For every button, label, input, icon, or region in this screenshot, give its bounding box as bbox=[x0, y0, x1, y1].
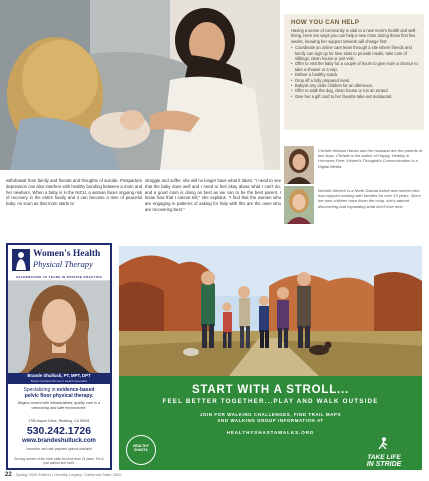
healthy-shasta-badge-icon bbox=[126, 435, 156, 465]
sidebar-list-item: • Offer to visit the baby for a couple of hours to give mom a chance to take a shower or a nap. bbox=[291, 61, 418, 72]
author-bio-text-1: Christie Watson Hanks and her husband are the parents of two boys. Christie is the author of Happy, Healthy & Hormone-Free: Kristen's Thoughtful Communication is a Digital Media. bbox=[318, 148, 423, 169]
hero-illustration bbox=[0, 0, 280, 170]
ad-brand bbox=[33, 249, 109, 269]
ad-tagline: CELEBRATING 15 YEARS IN PRIVATE PRACTICE bbox=[15, 275, 103, 279]
author-photo-2 bbox=[284, 186, 314, 224]
page-number: 22 bbox=[5, 472, 12, 478]
footer-text: Spring 2020 Edition • Healthy Legacy: California State 2020 bbox=[15, 472, 122, 477]
author-portrait-icon bbox=[284, 186, 314, 224]
ad-url-link[interactable]: HEALTHYSHASTAWALKS.ORG bbox=[226, 430, 315, 435]
ad-specialty-2: evidence-based bbox=[56, 387, 95, 393]
author-bio-2 bbox=[284, 186, 424, 226]
sidebar-list-item: • Drop off a fully prepared meal. bbox=[291, 78, 418, 83]
author-bio-1 bbox=[284, 146, 424, 186]
ad-join-text bbox=[159, 412, 382, 424]
therapist-portrait-icon bbox=[8, 281, 110, 373]
logo-line-2: IN STRIDE bbox=[366, 461, 402, 468]
ad-name-band bbox=[8, 373, 110, 384]
sidebar-list-item: • Coordinate an online care team through a site where friends and family can sign up for time slots to provide meals, take care of siblings, clean house or just visit. bbox=[291, 45, 418, 61]
help-sidebar bbox=[284, 14, 424, 130]
ad-hours: Insurance and cash payment options available bbox=[26, 447, 92, 451]
ad-portrait-photo bbox=[8, 281, 110, 373]
logo-line-1: TAKE LIFE bbox=[367, 454, 401, 461]
hero-photo bbox=[0, 0, 280, 170]
ad-join-line-1: JOIN FOR WALKING CHALLENGES, FIND TRAIL MAPS bbox=[199, 412, 342, 417]
sidebar-list-item: • Deliver a healthy snack. bbox=[291, 72, 418, 77]
author-portrait-icon bbox=[284, 146, 314, 184]
walking-campaign-ad[interactable] bbox=[119, 246, 422, 470]
ad-specialty-3: pelvic floor physical therapy. bbox=[24, 393, 94, 399]
sidebar-list bbox=[291, 45, 418, 99]
ad-address: 1750 Aspen Drive, Redding, CA 96001 bbox=[28, 419, 90, 423]
sidebar-list-item: • Give her a gift card to her favorite take-out restaurant. bbox=[291, 94, 418, 99]
ad-specialty bbox=[11, 387, 107, 399]
sidebar-list-item: • Babysit any older children for an afternoon. bbox=[291, 83, 418, 88]
ad-subheadline: FEEL BETTER TOGETHER...PLAY AND WALK OUTSIDE bbox=[162, 398, 379, 405]
author-photo-1 bbox=[284, 146, 314, 184]
ad-specialty-1: Specializing in bbox=[23, 387, 56, 393]
ad-header bbox=[8, 245, 110, 281]
ad-brand-line-1: Women's Health bbox=[33, 249, 101, 259]
take-life-in-stride-logo bbox=[356, 436, 412, 469]
ad-note: Serving women of the north state for more than 15 years. Pre & post partum and more. bbox=[14, 457, 104, 465]
walker-icon bbox=[374, 437, 394, 449]
badge-text: HEALTHY SHASTA bbox=[133, 444, 149, 452]
ad-therapist-name: Brande Shulluck, PT, MPT, DPT bbox=[27, 373, 91, 378]
ad-brand-line-2: Physical Therapy bbox=[33, 259, 93, 269]
ad-website-link[interactable]: www.brandeshulluck.com bbox=[22, 438, 96, 444]
family-walk-photo bbox=[119, 246, 422, 376]
page-footer bbox=[5, 472, 265, 480]
ad-headline: START WITH A STROLL... bbox=[191, 384, 350, 396]
ad-credentials: Board Certified Women's Health Specialist bbox=[30, 379, 88, 383]
womens-health-ad[interactable] bbox=[6, 243, 112, 470]
womens-health-logo-icon bbox=[12, 249, 30, 271]
body-column-2: struggle and suffer, she will no longer have what it takes. "I need to see that the baby does well and I need to feel okay about what I can't do, and a good mom is doing as best as we can to be the best parent. I know how that I cannot tell," she explains. "I find that the women who are engaging in patterns of asking for help with this are the ones who are recovering best." bbox=[145, 178, 281, 212]
sidebar-intro: Having a sense of community is vital to a new mom's health and well-being. Here are ways you can help a new mom during those first few weeks, knowing her support network will change first: bbox=[291, 28, 417, 44]
author-bio-text-2: Nichole Dietrich is a North Dakota native and mother who has enjoyed working with families for over 15 years. Since her own children have flown the coop, she's adored discovering and expanding what she'll love next. bbox=[318, 188, 421, 209]
family-walk-illustration bbox=[119, 246, 422, 376]
ad-description: Begins control with individualized, quality care in a welcoming and safe environment. bbox=[18, 401, 100, 410]
ad-phone[interactable]: 530.242.1726 bbox=[26, 425, 92, 437]
sidebar-list-item: • Offer to walk the dog, clean house or run an errand. bbox=[291, 88, 418, 93]
ad-join-line-2: AND WALKING GROUP INFORMATION AT bbox=[217, 418, 324, 424]
body-column-1: withdrawal from family and friends and thoughts of suicide. Postpartum depression can also interfere with healthy bonding between a mom and her newborn. When a baby is in the NICU, a woman faces ongoing risk of recovery in the entire family and it can become a time of peaceful baby. As soon as that mom starts to bbox=[6, 178, 142, 207]
sidebar-title: HOW YOU CAN HELP bbox=[291, 19, 360, 26]
